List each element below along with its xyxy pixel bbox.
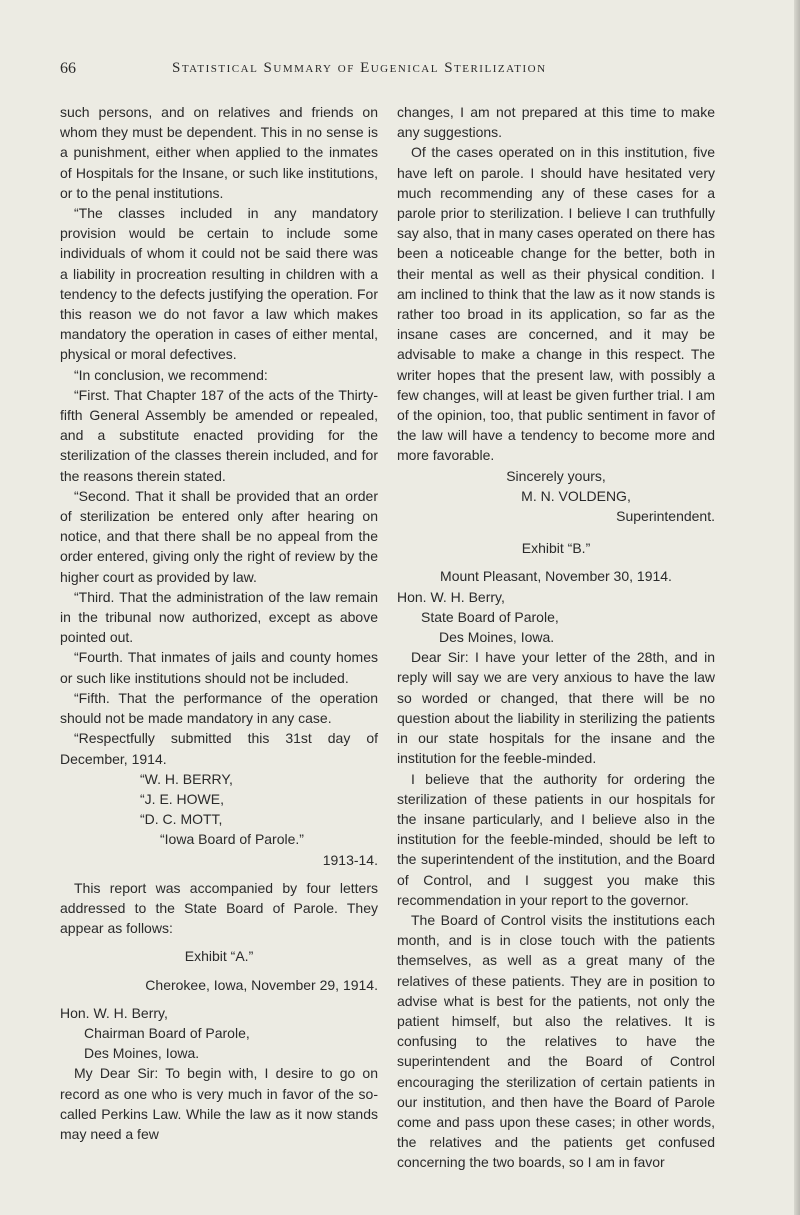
letter-signature-title: Superintendent. (616, 508, 715, 525)
page-number: 66 (60, 60, 76, 77)
signature-line: 1913-14. (322, 851, 378, 868)
right-column (397, 102, 715, 1173)
paragraph: “In conclusion, we recommend: (74, 366, 268, 383)
letter-address: Des Moines, Iowa. (439, 629, 555, 646)
left-column (60, 102, 378, 1144)
paragraph: “Fifth. That the performance of the operation should not be made mandatory in any case. (60, 689, 378, 727)
letter-address: Hon. W. H. Berry, (397, 588, 505, 605)
paragraph: I believe that the authority for ordering the sterilization of these patients in our hospitals for the insane particularly, and I believe also in the institution for the feeble-minded, should be left to the superintendent of the institution, and the Board of Control, and I suggest you make this recommendation in your report to the governor. (397, 770, 715, 908)
exhibit-heading: Exhibit “B.” (521, 540, 591, 557)
letter-closing: Sincerely yours, (506, 467, 606, 484)
paragraph: “Respectfully submitted this 31st day of December, 1914. (60, 730, 378, 767)
paragraph: Of the cases operated on in this institution, five have left on parole. I should have hesitated very much recommending any of these cases for a parole prior to sterilization. I believe I can truthfully say also, that in many cases operated on there has been a noticeable change for the better, both in their mental as well as their physical condition. I am inclined to think that the law as it now stands is rather too broad in its application, so far as the insane cases are concerned, and it may be advisable to make a change in this respect. The writer hopes that the present law, with possibly a few changes, will at least be given further trial. I am of the opinion, too, that public sentiment in favor of the law will have a tendency to become more and more favorable. (397, 144, 715, 464)
paragraph: This report was accompanied by four letters addressed to the State Board of Parole. They appear as follows: (60, 879, 378, 937)
letter-address: Des Moines, Iowa. (84, 1045, 200, 1062)
signature-line: “D. C. MOTT, (140, 811, 223, 828)
signature-line: “W. H. BERRY, (140, 770, 233, 787)
letter-dateline: Mount Pleasant, November 30, 1914. (440, 568, 672, 585)
paragraph: changes, I am not prepared at this time to make any suggestions. (397, 104, 715, 141)
exhibit-heading: Exhibit “A.” (184, 948, 254, 965)
running-title: Statistical Summary of Eugenical Sterilization (172, 60, 547, 76)
paragraph: such persons, and on relatives and friends on whom they must be dependent. This in no sense is a punishment, either when applied to the inmates of Hospitals for the Insane, or such like institutions, or to the penal institutions. (60, 104, 378, 201)
paragraph: “The classes included in any mandatory provision would be certain to include some individuals of whom it could not be said there was a liability in procreation resulting in children with a tendency to the defects justifying the operation. For this reason we do not favor a law which makes mandatory the operation in cases of either mental, physical or moral defectives. (60, 205, 378, 363)
paragraph: “Fourth. That inmates of jails and county homes or such like institutions should not be included. (60, 649, 378, 686)
paragraph: “First. That Chapter 187 of the acts of the Thirty-fifth General Assembly be amended or repealed, and a substitute enacted providing for the sterilization of the classes therein included, and for the reasons therein stated. (60, 386, 378, 484)
paragraph: The Board of Control visits the institutions each month, and is in close touch with the patients themselves, as well as a great many of the relatives of these patients. They are in position to advise what is best for the patients, not only the patient himself, but also the relatives. It is confusing to the relatives to have the superintendent and the Board of Control encouraging the sterilization of certain patients in our institution, and then have the Board of Parole come and pass upon these cases; in other words, the relatives and the patients get confused concerning the two boards, so I am in favor (397, 911, 715, 1171)
page-edge (794, 0, 800, 1215)
paragraph: My Dear Sir: To begin with, I desire to go on record as one who is very much in favor of the so-called Perkins Law. While the law as it now stands may need a few (60, 1065, 378, 1142)
signature-line: “Iowa Board of Parole.” (160, 831, 304, 848)
letter-address: State Board of Parole, (421, 608, 559, 625)
letter-signature: M. N. VOLDENG, (521, 487, 631, 504)
paragraph: “Second. That it shall be provided that an order of sterilization be entered only after hearing on notice, and that there shall be no appeal from the order entered, giving only the right of review by the higher court as provided by law. (60, 487, 378, 585)
letter-address: Hon. W. H. Berry, (60, 1004, 168, 1021)
page-header (60, 60, 740, 80)
paragraph: Dear Sir: I have your letter of the 28th, and in reply will say we are very anxious to have the law so worded or changed, that there will be no question about the liability in sterilizing the patients in our state hospitals for the insane and the institution for the feeble-minded. (397, 649, 715, 767)
letter-dateline: Cherokee, Iowa, November 29, 1914. (145, 976, 378, 993)
paragraph: “Third. That the administration of the law remain in the tribunal now authorized, except as above pointed out. (60, 588, 378, 646)
letter-address: Chairman Board of Parole, (84, 1024, 250, 1041)
signature-line: “J. E. HOWE, (140, 790, 224, 807)
